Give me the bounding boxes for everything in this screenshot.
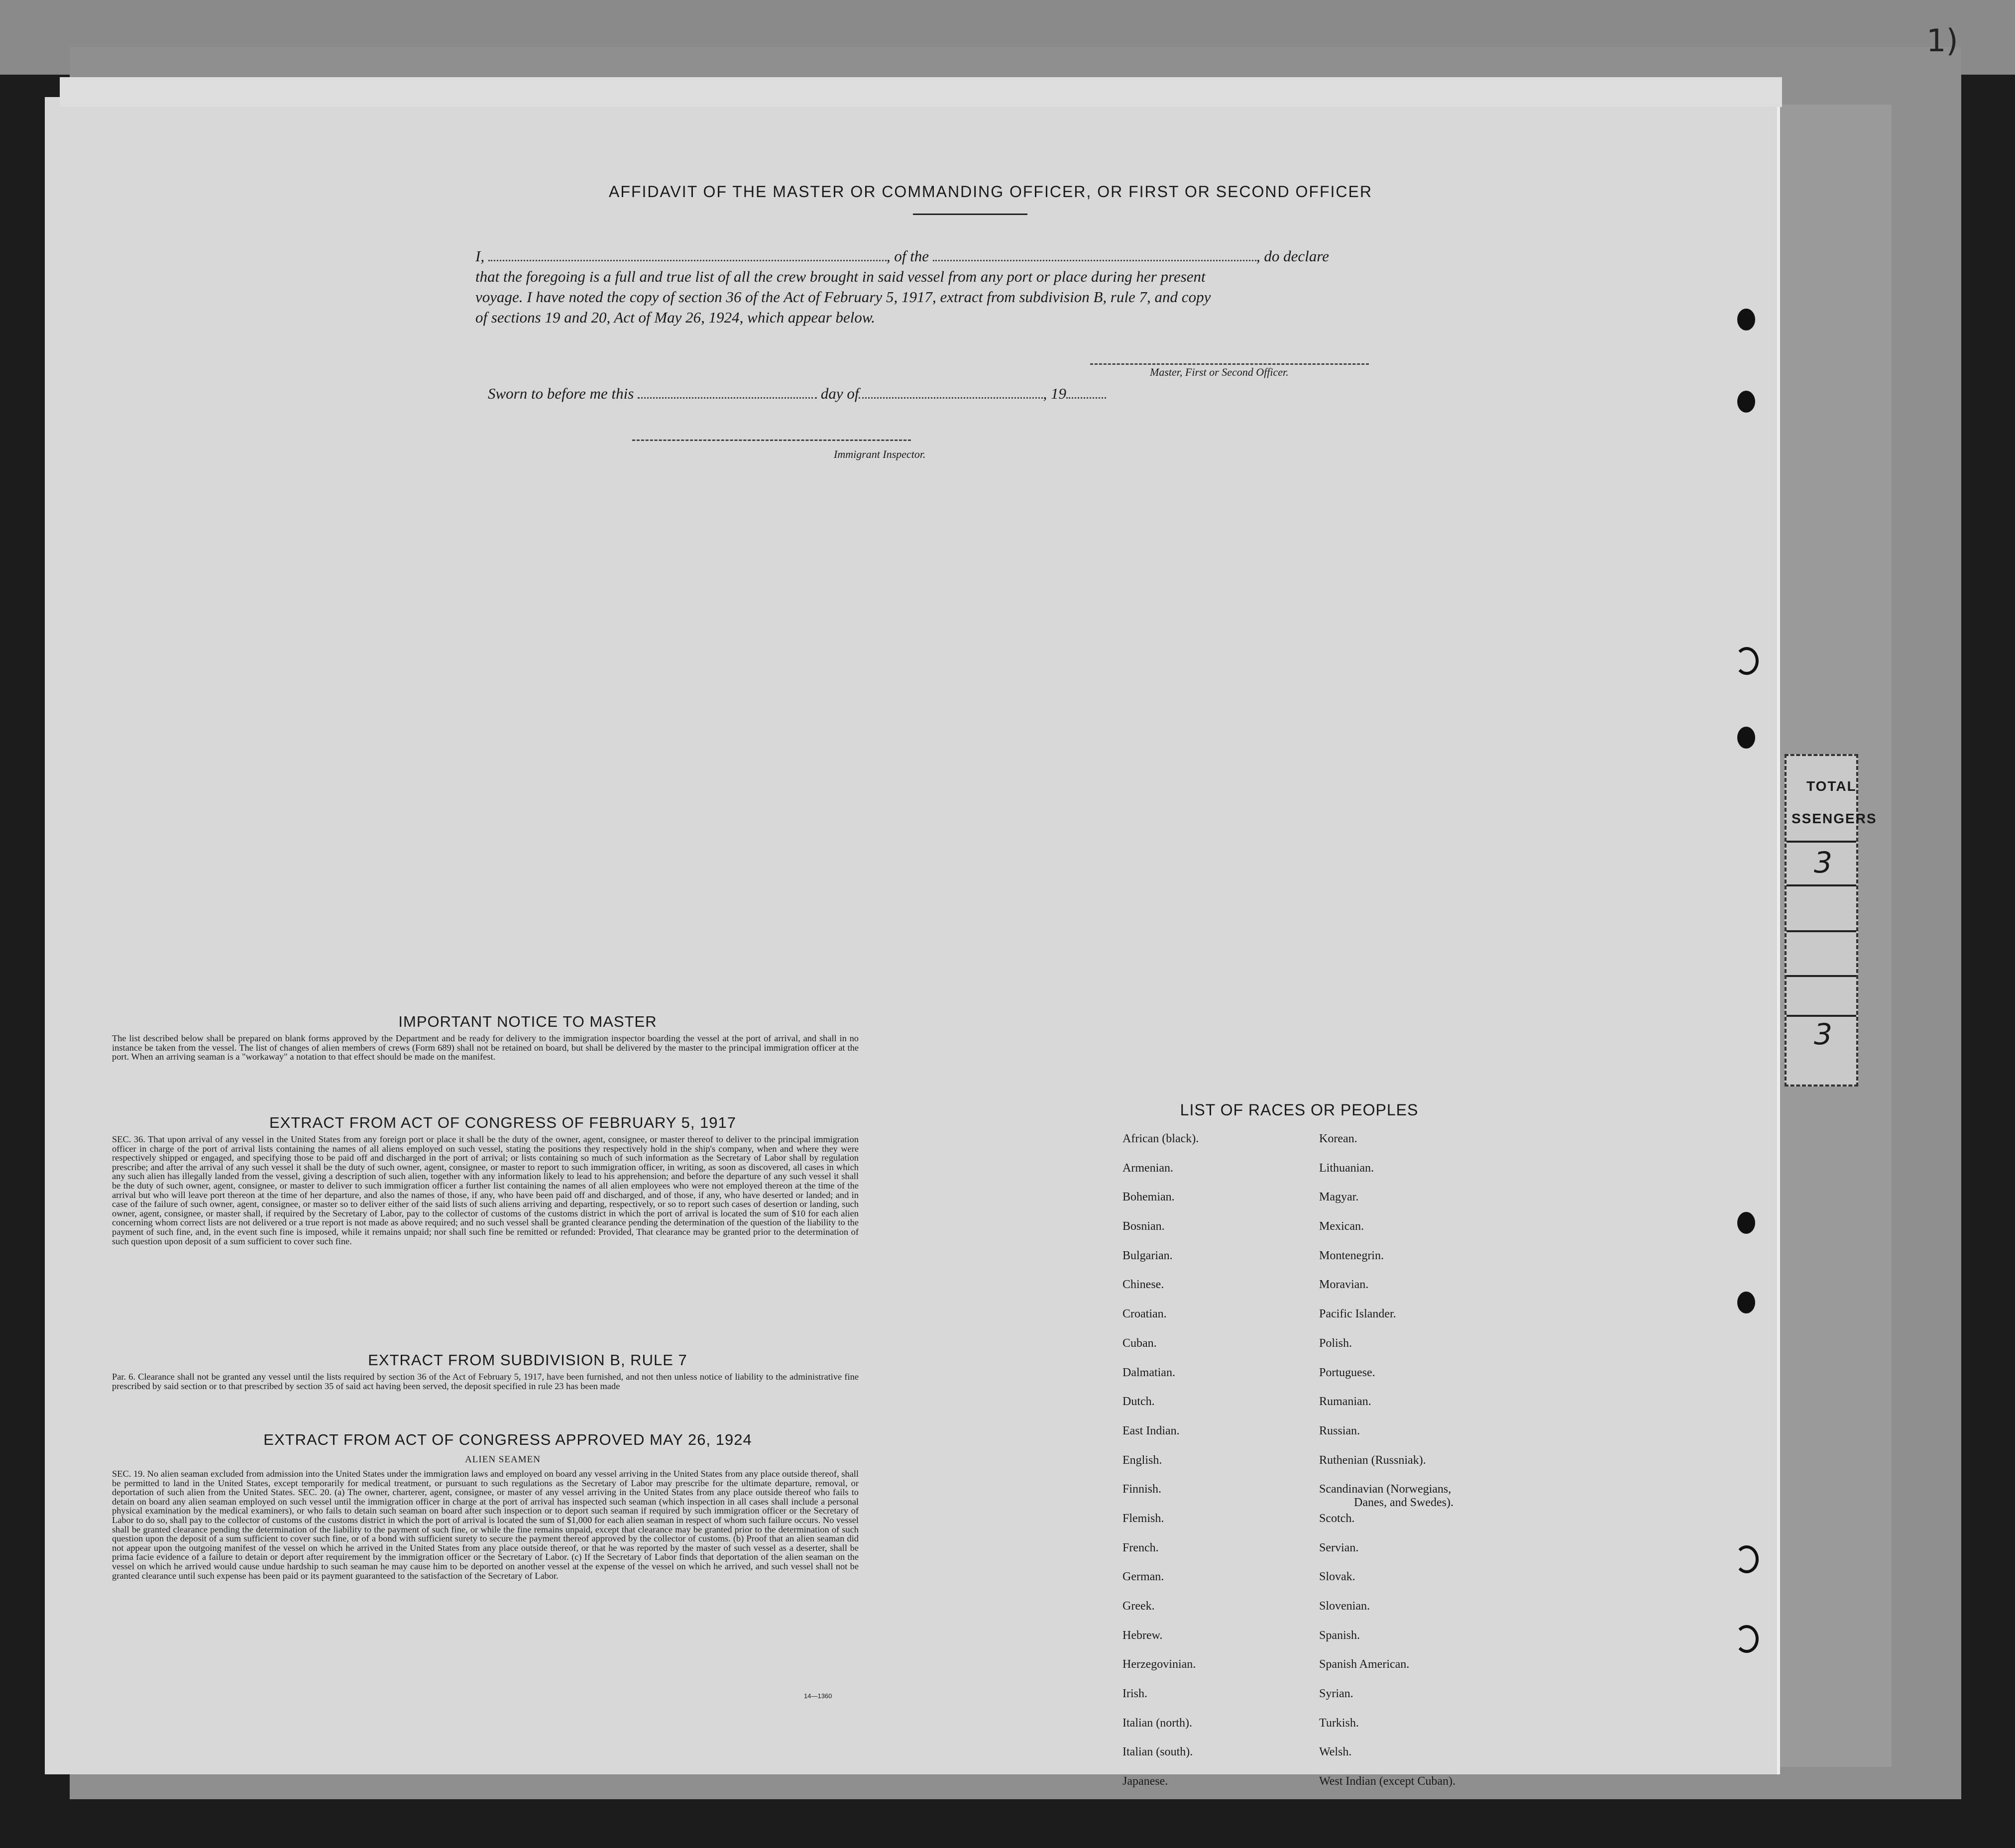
race-item [1319, 1249, 1455, 1279]
race-item [1319, 1600, 1455, 1629]
race-label: Spanish American. [1319, 1658, 1410, 1671]
race-label: Italian (north). [1122, 1716, 1192, 1730]
extract-1924-title: EXTRACT FROM ACT OF CONGRESS APPROVED MAY 26, 1924 [263, 1431, 752, 1448]
race-item [1122, 1658, 1199, 1687]
race-label: Hebrew. [1122, 1629, 1163, 1642]
race-label: Polish. [1319, 1336, 1352, 1350]
race-item [1319, 1454, 1455, 1483]
affidavit-line-2: that the foregoing is a full and true list of all the crew brought in said vessel from any port or place during her present [475, 268, 1206, 285]
race-label: Bulgarian. [1122, 1249, 1173, 1262]
race-label: Croatian. [1122, 1307, 1167, 1321]
race-item [1122, 1424, 1199, 1454]
race-label: Turkish. [1319, 1716, 1359, 1730]
alien-seamen-heading: ALIEN SEAMEN [465, 1454, 541, 1465]
race-item [1122, 1132, 1199, 1162]
race-label: Servian. [1319, 1541, 1359, 1554]
race-label: Irish. [1122, 1687, 1147, 1701]
of-the-label: , of the [886, 247, 929, 265]
affidavit-title: AFFIDAVIT OF THE MASTER OR COMMANDING OFFICER, OR FIRST OR SECOND OFFICER [609, 183, 1372, 201]
race-item [1122, 1512, 1199, 1541]
race-label: East Indian. [1122, 1424, 1180, 1437]
race-label: Lithuanian. [1319, 1161, 1374, 1175]
punch-hole [1737, 391, 1755, 413]
race-item [1122, 1541, 1199, 1571]
do-declare-label: , do declare [1256, 247, 1329, 265]
race-label: German. [1122, 1570, 1164, 1584]
notice-title: IMPORTANT NOTICE TO MASTER [398, 1013, 657, 1030]
race-label: Ruthenian (Russniak). [1319, 1453, 1426, 1467]
race-label: African (black). [1122, 1132, 1199, 1145]
race-item [1122, 1366, 1199, 1396]
race-label: Dalmatian. [1122, 1366, 1175, 1379]
vessel-blank [933, 250, 1256, 261]
race-item [1319, 1541, 1455, 1571]
race-label: Herzegovinian. [1122, 1658, 1196, 1671]
race-label: English. [1122, 1453, 1162, 1467]
race-item [1319, 1687, 1455, 1717]
extract-rule7-body: Par. 6. Clearance shall not be granted any vessel until the lists required by section 36 of the Act of February 5, 1917, have been furnished, and not then unless notice of liability to the administrative fine prescribed by said section or to that prescribed by section 35 of said act having been served, the deposit specified in rule 23 has been made [112, 1372, 859, 1391]
race-label: Korean. [1319, 1132, 1357, 1145]
race-label: West Indian (except Cuban). [1319, 1775, 1455, 1788]
inspector-caption: Immigrant Inspector. [834, 448, 926, 460]
races-left-column [1122, 1132, 1199, 1804]
race-label: Russian. [1319, 1424, 1360, 1437]
total-count: 3 [1814, 846, 1832, 879]
race-item [1319, 1307, 1455, 1337]
punch-hole [1735, 647, 1759, 675]
race-item [1122, 1775, 1199, 1804]
race-item [1122, 1687, 1199, 1717]
total-header: TOTAL [1806, 778, 1857, 794]
race-item [1122, 1717, 1199, 1746]
notice-body: The list described below shall be prepared on blank forms approved by the Department and be ready for delivery to the immigration inspector boarding the vessel at the port of arrival, and shall in no instance be taken from the vessel. The list of changes of alien members of crews (Form 689) shall not be retained on board, but shall be delivered by the master to the principal immigration officer at the port. When an arriving seaman is a "workaway" a notation to that effect should be made on the manifest. [112, 1033, 859, 1062]
race-label: Syrian. [1319, 1687, 1353, 1701]
race-item [1122, 1307, 1199, 1337]
extract-1917-body: SEC. 36. That upon arrival of any vessel in the United States from any foreign port or place it shall be the duty of the owner, agent, consignee, or master thereof to deliver to the principal immigration officer in charge of the port of arrival lists containing the names of all aliens employed on such vessel, stating the positions they respectively hold in the ship's company, when and where they were respectively shipped or engaged, and specifying those to be paid off and discharged in the port of arrival; or lists containing so much of such information as the Secretary of Labor shall by regulation prescribe; and after the arrival of any such vessel it shall be the duty of such owner, agent, consignee, or master to report to such immigration officer, in writing, as soon as discovered, all cases in which any such alien has illegally landed from the vessel, giving a description of such alien, together with any information likely to lead to his apprehension; and before the departure of any such vessel it shall be the duty of such owner, agent, consignee, or master to deliver to such immigration officer a further list containing the names of all alien employees who were not employed thereon at the time of the arrival but who will leave port thereon at the time of her departure, and also the names of those, if any, who have been paid off and discharged, and of those, if any, who have deserted or landed; and in case of the failure of such owner, agent, consignee, or master so to deliver either of the said lists of such aliens arriving and departing, respectively, or so to report such cases of desertion or landing, such owner, agent, consignee, or master shall, if required by the Secretary of Labor, pay to the collector of customs of the customs district in which the port of arrival is located the sum of $10 for each alien concerning whom correct lists are not delivered or a true report is not made as above required; and no such vessel shall be granted clearance pending the determination of the question of the liability to the payment of such fine, and, in the event such fine is imposed, while it remains unpaid; nor shall such fine be remitted or refunded: Provided, That clearance may be granted prior to the determination of such question upon deposit of a sum sufficient to cover such fine. [112, 1134, 859, 1246]
race-item [1122, 1454, 1199, 1483]
race-item [1122, 1191, 1199, 1220]
race-label: Pacific Islander. [1319, 1307, 1396, 1321]
punch-hole [1737, 309, 1755, 330]
tab-rule [1787, 884, 1856, 886]
race-item [1122, 1395, 1199, 1424]
race-item [1319, 1717, 1455, 1746]
race-label: Spanish. [1319, 1629, 1360, 1642]
extract-1917-title: EXTRACT FROM ACT OF CONGRESS OF FEBRUARY 5, 1917 [269, 1114, 737, 1131]
race-item [1122, 1278, 1199, 1307]
affidavit-line-4: of sections 19 and 20, Act of May 26, 1924, which appear below. [475, 309, 876, 326]
race-label: Scandinavian (Norwegians, [1319, 1483, 1452, 1496]
extract-1924-body: SEC. 19. No alien seaman excluded from admission into the United States under the immigration laws and employed on board any vessel arriving in the United States from any place outside thereof, shall be permitted to land in the United States, except temporarily for medical treatment, or pursuant to such regulations as the Secretary of Labor may prescribe for the ultimate departure, removal, or deportation of such alien from the United States. SEC. 20. (a) The owner, charterer, agent, consignee, or master of any vessel arriving in the United States from any place outside thereof who fails to detain on board any alien seaman employed on such vessel until the immigration officer in charge at the port of arrival has inspected such seaman (which inspection in all cases shall include a personal physical examination by the medical examiners), or who fails to detain such seaman on board after such inspection or to deport such seaman if required by such immigration officer or the Secretary of Labor to do so, shall pay to the collector of customs of the customs district in which the port of arrival is located the sum of $1,000 for each alien seaman in respect of whom such failure occurs. No vessel shall be granted clearance pending the determination of the liability to the payment of such fine, or while the fine remains unpaid, except that clearance may be granted prior to the determination of such question upon the deposit of a sum sufficient to cover such fine, or of a bond with sufficient surety to secure the payment thereof approved by the collector of customs. (b) Proof that an alien seaman did not appear upon the outgoing manifest of the vessel on which he arrived in the United States from any place outside thereof, or that he was reported by the master of such vessel as a deserter, shall be prima facie evidence of a failure to detain or deport after requirement by the immigration officer or the Secretary of Labor. (c) If the Secretary of Labor finds that deportation of the alien seaman on the vessel on which he arrived would cause undue hardship to such seaman he may cause him to be deported on another vessel at the expense of the vessel on which he arrived, and such vessel shall not be granted clearance until such expense has been paid or its payment guaranteed to the satisfaction of the Secretary of Labor. [112, 1469, 859, 1581]
race-label: Bohemian. [1122, 1191, 1175, 1204]
punch-hole [1737, 1212, 1755, 1234]
race-item [1319, 1162, 1455, 1191]
punch-hole [1735, 1545, 1759, 1573]
race-item [1319, 1424, 1455, 1454]
title-rule [913, 214, 1027, 215]
sworn-line [488, 385, 1106, 403]
race-item [1319, 1512, 1455, 1541]
race-item [1122, 1337, 1199, 1366]
race-item [1319, 1366, 1455, 1396]
inspector-signature-line [632, 439, 911, 441]
race-item [1122, 1483, 1199, 1512]
race-label: Magyar. [1319, 1191, 1359, 1204]
document-page [45, 97, 1780, 1788]
sworn-label: Sworn to before me this [488, 385, 634, 402]
tab-rule [1787, 930, 1856, 932]
race-item [1319, 1775, 1455, 1804]
race-item [1319, 1629, 1455, 1658]
race-item [1122, 1745, 1199, 1775]
race-label: Greek. [1122, 1600, 1155, 1613]
race-label: Rumanian. [1319, 1395, 1371, 1409]
race-label-continuation: Danes, and Swedes). [1354, 1496, 1454, 1510]
race-label: Japanese. [1122, 1775, 1168, 1788]
day-of-label: day of [820, 385, 859, 402]
race-item [1319, 1570, 1455, 1600]
race-label: Italian (south). [1122, 1745, 1193, 1759]
year-label: , 19 [1043, 385, 1066, 402]
i-label: I, [475, 247, 485, 265]
race-item [1122, 1220, 1199, 1249]
passenger-total-tab [1785, 754, 1877, 1087]
races-right-column [1319, 1132, 1455, 1804]
affidavit-line-3: voyage. I have noted the copy of section 36 of the Act of February 5, 1917, extract from subdivision B, rule 7, and copy [475, 288, 1211, 306]
race-label: Portuguese. [1319, 1366, 1375, 1379]
tab-rule [1787, 1015, 1856, 1017]
race-label: Slovak. [1319, 1570, 1355, 1584]
race-item [1319, 1745, 1455, 1775]
race-label: Mexican. [1319, 1220, 1364, 1233]
race-label: Finnish. [1122, 1483, 1162, 1496]
race-item [1319, 1220, 1455, 1249]
passengers-header: SSENGERS [1791, 811, 1877, 826]
race-label: Armenian. [1122, 1161, 1173, 1175]
race-label: Chinese. [1122, 1278, 1164, 1292]
race-label: Slovenian. [1319, 1600, 1370, 1613]
tab-rule [1787, 975, 1856, 977]
race-label: Flemish. [1122, 1512, 1164, 1525]
month-blank [859, 387, 1043, 399]
race-label: Moravian. [1319, 1278, 1369, 1292]
race-label: Cuban. [1122, 1336, 1157, 1350]
race-label: French. [1122, 1541, 1159, 1554]
race-item [1122, 1162, 1199, 1191]
master-signature-line [1090, 363, 1369, 365]
punch-hole [1737, 1292, 1755, 1313]
extract-rule7-title: EXTRACT FROM SUBDIVISION B, RULE 7 [368, 1351, 687, 1369]
tab-rule [1787, 841, 1856, 843]
punch-hole [1735, 1625, 1759, 1653]
race-label: Scotch. [1319, 1512, 1355, 1525]
race-label: Welsh. [1319, 1745, 1352, 1759]
race-item [1319, 1278, 1455, 1307]
races-title: LIST OF RACES OR PEOPLES [1180, 1101, 1419, 1119]
page-under-sheet [60, 77, 1782, 107]
master-caption: Master, First or Second Officer. [1150, 366, 1289, 378]
race-item [1122, 1629, 1199, 1658]
race-item [1319, 1191, 1455, 1220]
year-blank [1066, 387, 1106, 399]
punch-hole [1737, 727, 1755, 749]
race-label: Montenegrin. [1319, 1249, 1384, 1262]
affidavit-line-1 [475, 247, 1329, 265]
margin-note: 1) [1926, 22, 1958, 59]
total-count-2: 3 [1814, 1017, 1832, 1051]
race-item [1319, 1483, 1455, 1512]
race-item [1319, 1658, 1455, 1687]
race-item [1122, 1570, 1199, 1600]
race-item [1122, 1249, 1199, 1279]
day-blank [638, 387, 817, 399]
race-item [1319, 1337, 1455, 1366]
race-label: Dutch. [1122, 1395, 1155, 1409]
race-label: Bosnian. [1122, 1220, 1165, 1233]
name-blank [488, 250, 887, 261]
race-item [1319, 1395, 1455, 1424]
race-item [1122, 1600, 1199, 1629]
form-number: 14—1360 [804, 1692, 832, 1700]
race-item [1319, 1132, 1455, 1162]
